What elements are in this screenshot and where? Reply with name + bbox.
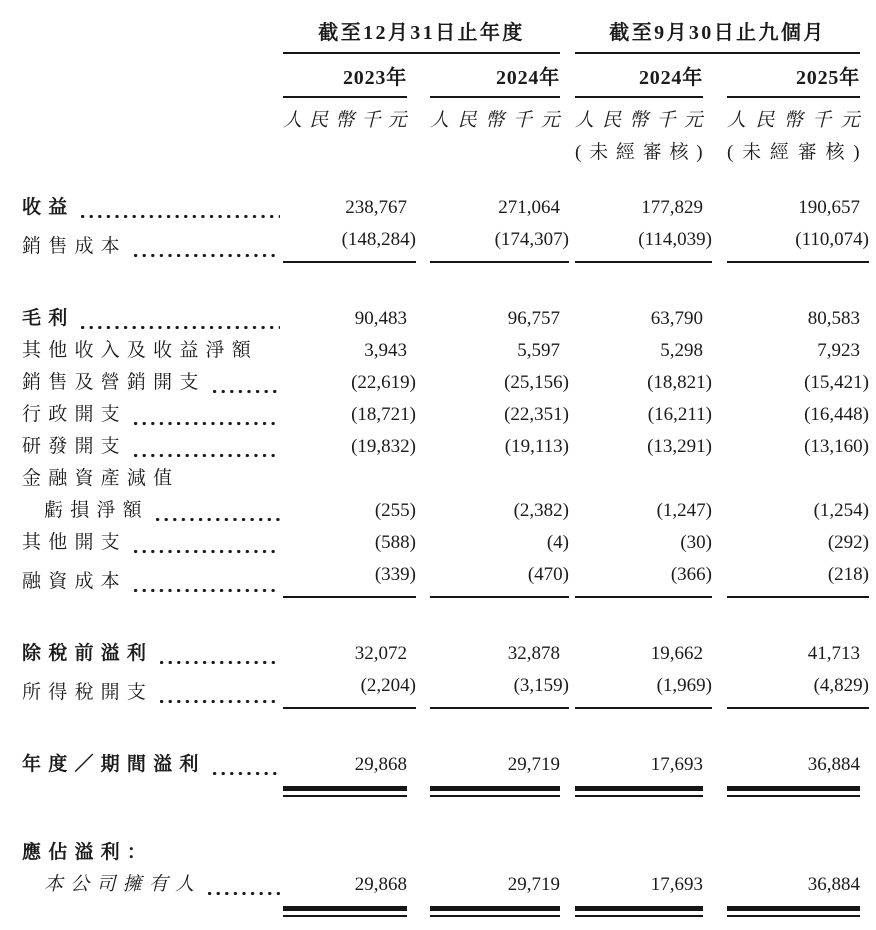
cell-value: (174,307): [430, 224, 569, 263]
cell-value: (148,284): [283, 224, 416, 263]
dot-leader: [149, 495, 283, 527]
dot-leader: [127, 431, 283, 463]
cell-value: 29,719: [507, 874, 560, 895]
row-label: 銷售成本: [22, 236, 127, 257]
dot-leader: [206, 367, 283, 399]
dot-leader: [74, 303, 283, 335]
cell-value: (19,832): [351, 436, 416, 457]
row-impairment-financial-assets-line1: [22, 463, 860, 495]
row-label: 融資成本: [22, 571, 127, 592]
cell-value: 5,298: [660, 340, 703, 361]
row-other-income: [22, 335, 860, 367]
cell-value: 29,868: [354, 874, 407, 895]
cell-value: 7,923: [817, 340, 860, 361]
cell-value: 17,693: [650, 754, 703, 775]
row-revenue: [22, 192, 860, 224]
table-header-unaudited: [22, 137, 860, 164]
row-gross-profit: [22, 303, 860, 335]
dot-leader: [127, 527, 283, 559]
cell-value: (4,829): [727, 670, 869, 709]
cell-value: (588): [374, 532, 416, 553]
row-selling-marketing-expenses: [22, 367, 869, 399]
cell-value: (18,821): [647, 372, 712, 393]
period-group-nine-months: 截至9月30日止九個月: [575, 16, 860, 54]
row-label: 本公司擁有人: [44, 874, 202, 895]
cell-value: (25,156): [504, 372, 569, 393]
table-header-units: [22, 105, 860, 132]
row-profit-for-period: [22, 749, 860, 781]
double-rule: [22, 906, 860, 917]
cell-value: (16,211): [647, 404, 712, 425]
dot-leader: [153, 638, 283, 670]
row-income-tax-expense: [22, 670, 869, 709]
row-rd-expenses: [22, 431, 869, 463]
cell-value: 80,583: [807, 308, 860, 329]
dot-leader: [127, 231, 283, 263]
row-label: 行政開支: [22, 404, 127, 425]
row-cost-of-sales: [22, 224, 869, 263]
cell-value: 17,693: [650, 874, 703, 895]
cell-value: (22,619): [351, 372, 416, 393]
cell-value: (2,382): [513, 500, 569, 521]
row-impairment-financial-assets-line2: [22, 495, 869, 527]
cell-value: (4): [546, 532, 569, 553]
cell-value: (218): [727, 559, 869, 598]
row-label: 應佔溢利：: [22, 842, 154, 863]
cell-value: 190,657: [798, 197, 860, 218]
dot-leader: [74, 192, 283, 224]
cell-value: (470): [430, 559, 569, 598]
unit-label: 人民幣千元: [575, 110, 703, 131]
cell-value: 36,884: [807, 754, 860, 775]
cell-value: (19,113): [504, 436, 569, 457]
dot-leader: [153, 677, 283, 709]
row-label: 虧損淨額: [44, 500, 149, 521]
row-profit-attributable-header: [22, 837, 860, 869]
col-header-2024: 2024年: [430, 61, 560, 98]
cell-value: (2,204): [283, 670, 416, 709]
unit-label: 人民幣千元: [283, 110, 407, 131]
cell-value: 177,829: [641, 197, 703, 218]
dot-leader: [127, 399, 283, 431]
row-label: 年度／期間溢利: [22, 754, 206, 775]
cell-value: 90,483: [354, 308, 407, 329]
cell-value: 29,719: [507, 754, 560, 775]
cell-value: 36,884: [807, 874, 860, 895]
cell-value: 3,943: [364, 340, 407, 361]
row-label: 收益: [22, 197, 75, 218]
cell-value: (114,039): [575, 224, 712, 263]
unaudited-label: (未經審核): [575, 142, 703, 163]
cell-value: (1,247): [656, 500, 712, 521]
row-label: 金融資產減值: [22, 468, 180, 489]
table-header-groups: [22, 16, 860, 54]
row-label: 其他開支: [22, 532, 127, 553]
cell-value: (366): [575, 559, 712, 598]
cell-value: 41,713: [807, 643, 860, 664]
row-label: 其他收入及收益淨額: [22, 340, 258, 361]
cell-value: (30): [680, 532, 712, 553]
row-finance-costs: [22, 559, 869, 598]
row-owners-of-company: [22, 869, 860, 901]
cell-value: (16,448): [804, 404, 869, 425]
dot-leader: [127, 566, 283, 598]
cell-value: (339): [283, 559, 416, 598]
row-label: 除稅前溢利: [22, 643, 154, 664]
cell-value: 29,868: [354, 754, 407, 775]
cell-value: (255): [374, 500, 416, 521]
cell-value: (13,291): [647, 436, 712, 457]
cell-value: (18,721): [351, 404, 416, 425]
cell-value: (292): [827, 532, 869, 553]
unaudited-label: (未經審核): [727, 142, 860, 163]
row-administrative-expenses: [22, 399, 869, 431]
dot-leader: [206, 749, 283, 781]
period-group-annual: 截至12月31日止年度: [283, 16, 560, 54]
cell-value: 63,790: [650, 308, 703, 329]
row-label: 毛利: [22, 308, 75, 329]
cell-value: (3,159): [430, 670, 569, 709]
double-rule: [22, 786, 860, 797]
cell-value: 32,878: [507, 643, 560, 664]
unit-label: 人民幣千元: [430, 110, 560, 131]
row-label: 所得稅開支: [22, 682, 154, 703]
col-header-2023: 2023年: [283, 61, 407, 98]
cell-value: (110,074): [727, 224, 869, 263]
cell-value: (13,160): [804, 436, 869, 457]
dot-leader: [201, 869, 283, 901]
cell-value: (22,351): [504, 404, 569, 425]
unit-label: 人民幣千元: [727, 110, 860, 131]
cell-value: 19,662: [650, 643, 703, 664]
cell-value: 238,767: [345, 197, 407, 218]
col-header-2025-9m: 2025年: [727, 61, 860, 98]
cell-value: (15,421): [804, 372, 869, 393]
table-header-years: [22, 61, 860, 98]
row-label: 研發開支: [22, 436, 127, 457]
cell-value: 5,597: [517, 340, 560, 361]
row-label: 銷售及營銷開支: [22, 372, 206, 393]
col-header-2024-9m: 2024年: [575, 61, 703, 98]
cell-value: 32,072: [354, 643, 407, 664]
cell-value: (1,969): [575, 670, 712, 709]
cell-value: 271,064: [498, 197, 560, 218]
row-other-expenses: [22, 527, 869, 559]
row-profit-before-tax: [22, 638, 860, 670]
cell-value: (1,254): [813, 500, 869, 521]
cell-value: 96,757: [507, 308, 560, 329]
